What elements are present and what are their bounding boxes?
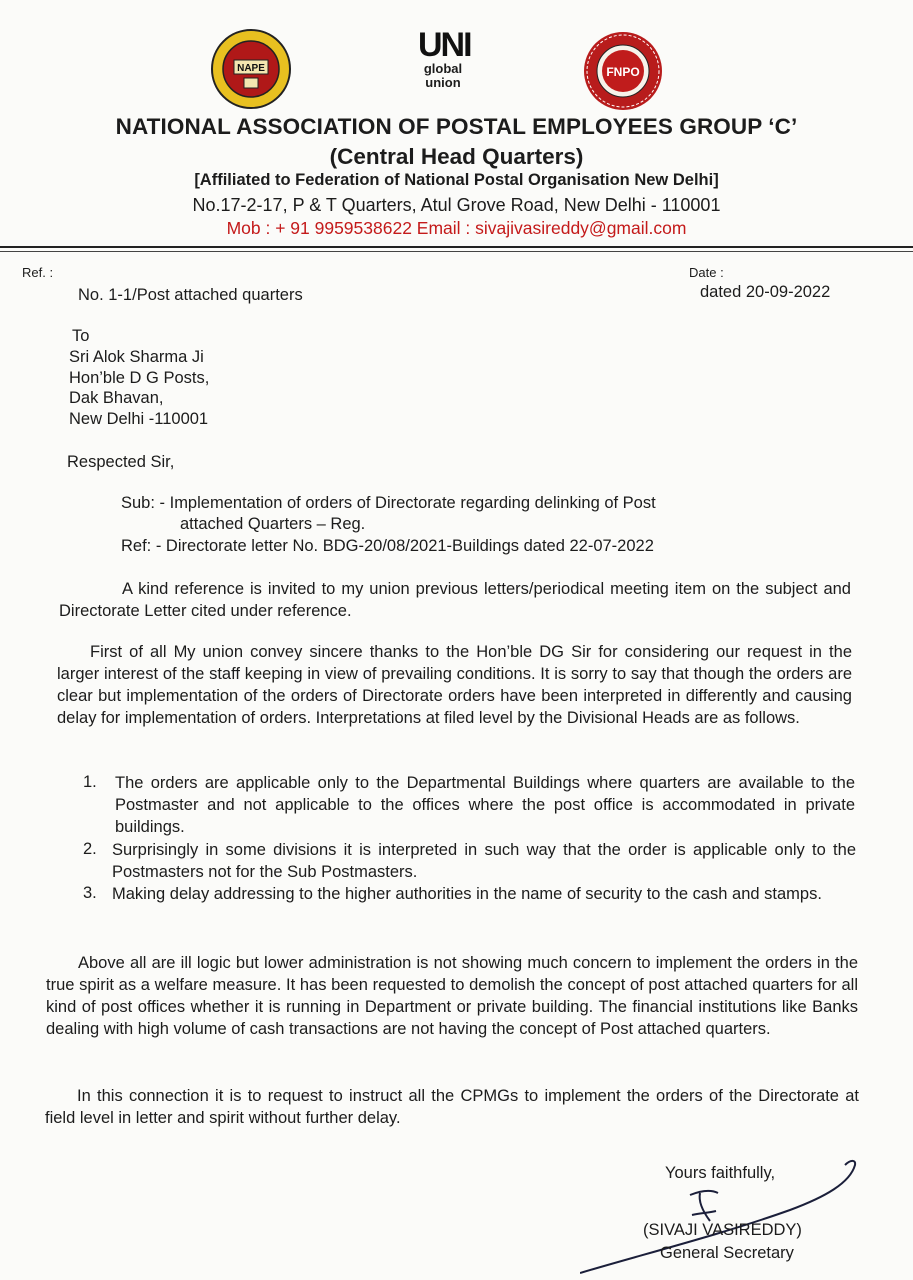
header-rule-thin [0, 251, 913, 252]
body-paragraph: A kind reference is invited to my union previous letters/periodical meeting item on the subject and Directorate Letter cited under reference. [59, 580, 851, 620]
date-value: dated 20-09-2022 [700, 283, 831, 301]
salutation: Respected Sir, [67, 453, 175, 471]
address: No.17-2-17, P & T Quarters, Atul Grove Road, New Delhi - 110001 [192, 195, 721, 215]
svg-text:FNPO: FNPO [606, 65, 640, 79]
fnpo-logo [582, 30, 664, 112]
nape-logo [210, 28, 292, 110]
date-label: Date : [689, 265, 724, 280]
body-paragraph: In this connection it is to request to instruct all the CPMGs to implement the orders of the Directorate at field level in letter and spirit without further delay. [45, 1087, 859, 1127]
recipient-line: Dak Bhavan, [69, 389, 164, 407]
ref-label: Ref. : [22, 265, 54, 280]
signatory-name: (SIVAJI VASIREDDY) [643, 1221, 802, 1239]
header-rule [0, 246, 913, 248]
subject-line: attached Quarters – Reg. [180, 515, 366, 533]
recipient-line: New Delhi -110001 [69, 410, 209, 428]
recipient-line: Sri Alok Sharma Ji [69, 348, 204, 366]
recipient-line: Hon’ble D G Posts, [69, 369, 210, 387]
list-number: 1. [83, 773, 97, 791]
list-item: The orders are applicable only to the Departmental Buildings where quarters are available to the Postmaster and not applicable to the offices where the post office is accommodated in private buildings. [115, 774, 855, 836]
body-paragraph: Above all are ill logic but lower administration is not showing much concern to implement the orders in the true spirit as a welfare measure. It has been requested to demolish the concept of post attached quarters for all kind of post offices whether it is running in Department or private building. The financial institutions like Banks dealing with high volume of cash transactions are not having the concept of Post attached quarters. [46, 954, 858, 1038]
ref-value: No. 1-1/Post attached quarters [78, 286, 303, 304]
signatory-title: General Secretary [660, 1244, 794, 1262]
closing: Yours faithfully, [665, 1164, 776, 1182]
list-number: 3. [83, 884, 97, 902]
list-item: Making delay addressing to the higher authorities in the name of security to the cash and stamps. [112, 885, 822, 903]
org-name: NATIONAL ASSOCIATION OF POSTAL EMPLOYEES GROUP ‘C’ [115, 114, 798, 139]
subject-reference: Ref: - Directorate letter No. BDG-20/08/2021-Buildings dated 22-07-2022 [121, 537, 654, 555]
recipient-line: To [72, 327, 90, 345]
list-item: Surprisingly in some divisions it is interpreted in such way that the order is applicable only to the Postmasters not for the Sub Postmasters. [112, 841, 856, 881]
org-subtitle: (Central Head Quarters) [329, 144, 584, 169]
subject-line: Sub: - Implementation of orders of Directorate regarding delinking of Post [121, 494, 656, 512]
uni-global-union-logo: UNI global union [418, 26, 471, 90]
body-paragraph: First of all My union convey sincere thanks to the Hon’ble DG Sir for considering our request in the larger interest of the staff keeping in view of prevailing conditions. It is sorry to say that though the orders are clear but implementation of the orders of Directorate orders have been interpreted in differently and causing delay for implementation of orders. Interpretations at filed level by the Divisional Heads are as follows. [57, 643, 852, 727]
list-number: 2. [83, 840, 97, 858]
svg-text:NAPE: NAPE [237, 63, 265, 74]
contact-line: Mob : + 91 9959538622 Email : sivajivasireddy@gmail.com [226, 218, 687, 238]
affiliation: [Affiliated to Federation of National Postal Organisation New Delhi] [194, 171, 719, 189]
